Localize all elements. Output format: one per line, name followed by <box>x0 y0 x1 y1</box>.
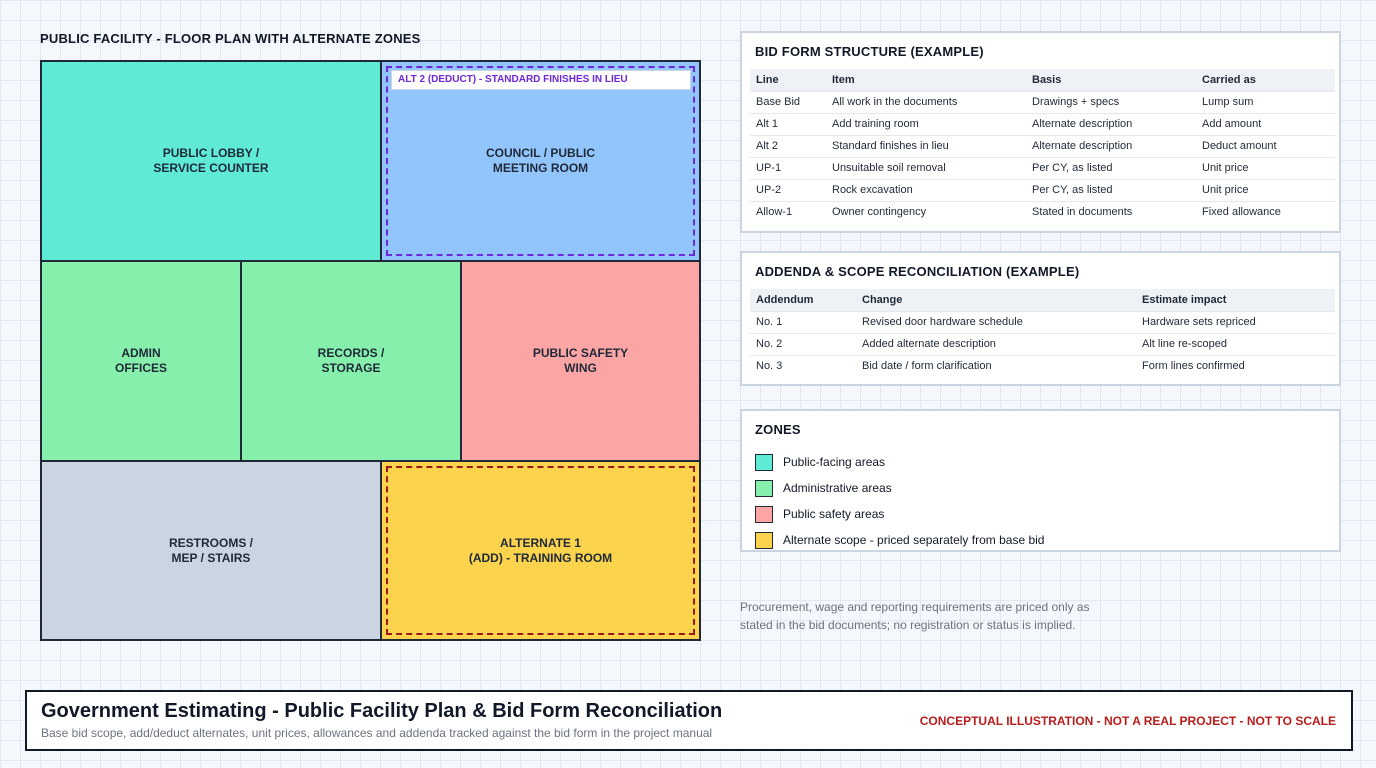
table-cell: Owner contingency <box>826 201 1026 223</box>
table-cell: Rock excavation <box>826 179 1026 201</box>
table-cell: Alternate description <box>1026 135 1196 157</box>
column-header: Item <box>826 69 1026 91</box>
table-cell: Form lines confirmed <box>1136 355 1335 377</box>
footer-disclaimer: CONCEPTUAL ILLUSTRATION - NOT A REAL PROJECT - NOT TO SCALE <box>919 714 1336 728</box>
table-cell: Revised door hardware schedule <box>856 311 1136 333</box>
table-row <box>750 333 1335 355</box>
legend-swatch <box>755 480 773 497</box>
legend-label: Public safety areas <box>783 507 885 521</box>
column-header: Change <box>856 289 1136 311</box>
room-label: ALTERNATE 1 (ADD) - TRAINING ROOM <box>468 535 613 565</box>
column-header: Addendum <box>750 289 856 311</box>
table-row <box>750 135 1335 157</box>
room-alternate-1-training <box>380 460 701 641</box>
room-label: RESTROOMS / MEP / STAIRS <box>168 535 253 565</box>
room-public-lobby <box>40 60 382 262</box>
table-cell: Alt 2 <box>750 135 826 157</box>
table-cell: Base Bid <box>750 91 826 113</box>
table-row <box>750 179 1335 201</box>
room-label: PUBLIC LOBBY / SERVICE COUNTER <box>153 146 269 175</box>
room-label: ADMIN OFFICES <box>114 346 167 375</box>
table-row <box>750 355 1335 377</box>
addenda-panel <box>740 251 1341 386</box>
room-label: COUNCIL / PUBLIC MEETING ROOM <box>485 146 596 175</box>
footer-title: Government Estimating - Public Facility Plan & Bid Form Reconciliation <box>41 700 723 722</box>
table-cell: No. 1 <box>750 311 856 333</box>
table-cell: All work in the documents <box>826 91 1026 113</box>
zones-title: ZONES <box>755 422 801 437</box>
column-header: Estimate impact <box>1136 289 1335 311</box>
footer-subtitle: Base bid scope, add/deduct alternates, unit prices, allowances and addenda tracked against the bid form in the project manual <box>41 726 713 740</box>
table-cell: Bid date / form clarification <box>856 355 1136 377</box>
legend-swatch <box>755 506 773 523</box>
table-row <box>750 91 1335 113</box>
room-public-safety-wing <box>460 260 701 462</box>
column-header: Basis <box>1026 69 1196 91</box>
table-cell: Unit price <box>1196 157 1335 179</box>
table-cell: Unsuitable soil removal <box>826 157 1026 179</box>
table-cell: UP-2 <box>750 179 826 201</box>
alternate-2-banner: ALT 2 (DEDUCT) - STANDARD FINISHES IN LIEU <box>391 70 691 90</box>
floor-plan-title: PUBLIC FACILITY - FLOOR PLAN WITH ALTERNATE ZONES <box>40 31 421 46</box>
table-header-row <box>750 69 1335 91</box>
table-row <box>750 113 1335 135</box>
addenda-title: ADDENDA & SCOPE RECONCILIATION (EXAMPLE) <box>755 264 1080 279</box>
room-records-storage <box>240 260 462 462</box>
addenda-table <box>750 289 1335 377</box>
disclaimer-note: Procurement, wage and reporting requirements are priced only as stated in the bid documents; no registration or status is implied. <box>740 600 1090 632</box>
legend-swatch <box>755 532 773 549</box>
table-cell: Alternate description <box>1026 113 1196 135</box>
legend-label: Alternate scope - priced separately from base bid <box>783 533 1045 547</box>
room-label: PUBLIC SAFETY WING <box>532 346 629 375</box>
legend-item <box>755 527 1044 553</box>
zones-legend-panel <box>740 409 1341 552</box>
legend-item <box>755 449 1044 475</box>
table-cell: Alt 1 <box>750 113 826 135</box>
table-cell: No. 3 <box>750 355 856 377</box>
table-cell: Per CY, as listed <box>1026 179 1196 201</box>
table-cell: Allow-1 <box>750 201 826 223</box>
table-cell: Lump sum <box>1196 91 1335 113</box>
table-cell: Hardware sets repriced <box>1136 311 1335 333</box>
table-cell: No. 2 <box>750 333 856 355</box>
table-cell: Alt line re-scoped <box>1136 333 1335 355</box>
bid-form-title: BID FORM STRUCTURE (EXAMPLE) <box>755 44 984 59</box>
room-council-meeting <box>380 60 701 262</box>
table-cell: Drawings + specs <box>1026 91 1196 113</box>
table-cell: Fixed allowance <box>1196 201 1335 223</box>
column-header: Line <box>750 69 826 91</box>
table-cell: Per CY, as listed <box>1026 157 1196 179</box>
table-cell: Added alternate description <box>856 333 1136 355</box>
room-label: RECORDS / STORAGE <box>317 346 385 375</box>
column-header: Carried as <box>1196 69 1335 91</box>
legend-label: Public-facing areas <box>783 455 886 469</box>
table-row <box>750 201 1335 223</box>
bid-form-panel <box>740 31 1341 233</box>
bid-form-table <box>750 69 1335 223</box>
legend-label: Administrative areas <box>783 481 892 495</box>
table-cell: Add training room <box>826 113 1026 135</box>
table-row <box>750 157 1335 179</box>
footer-title-block <box>25 690 1353 751</box>
table-cell: Stated in documents <box>1026 201 1196 223</box>
table-cell: UP-1 <box>750 157 826 179</box>
legend-item <box>755 475 1044 501</box>
table-cell: Deduct amount <box>1196 135 1335 157</box>
table-cell: Add amount <box>1196 113 1335 135</box>
room-admin-offices <box>40 260 242 462</box>
table-cell: Standard finishes in lieu <box>826 135 1026 157</box>
floor-plan <box>40 60 701 641</box>
table-cell: Unit price <box>1196 179 1335 201</box>
table-row <box>750 311 1335 333</box>
legend-swatch <box>755 454 773 471</box>
zones-legend <box>755 449 1044 553</box>
legend-item <box>755 501 1044 527</box>
room-restrooms-mep <box>40 460 382 641</box>
table-header-row <box>750 289 1335 311</box>
